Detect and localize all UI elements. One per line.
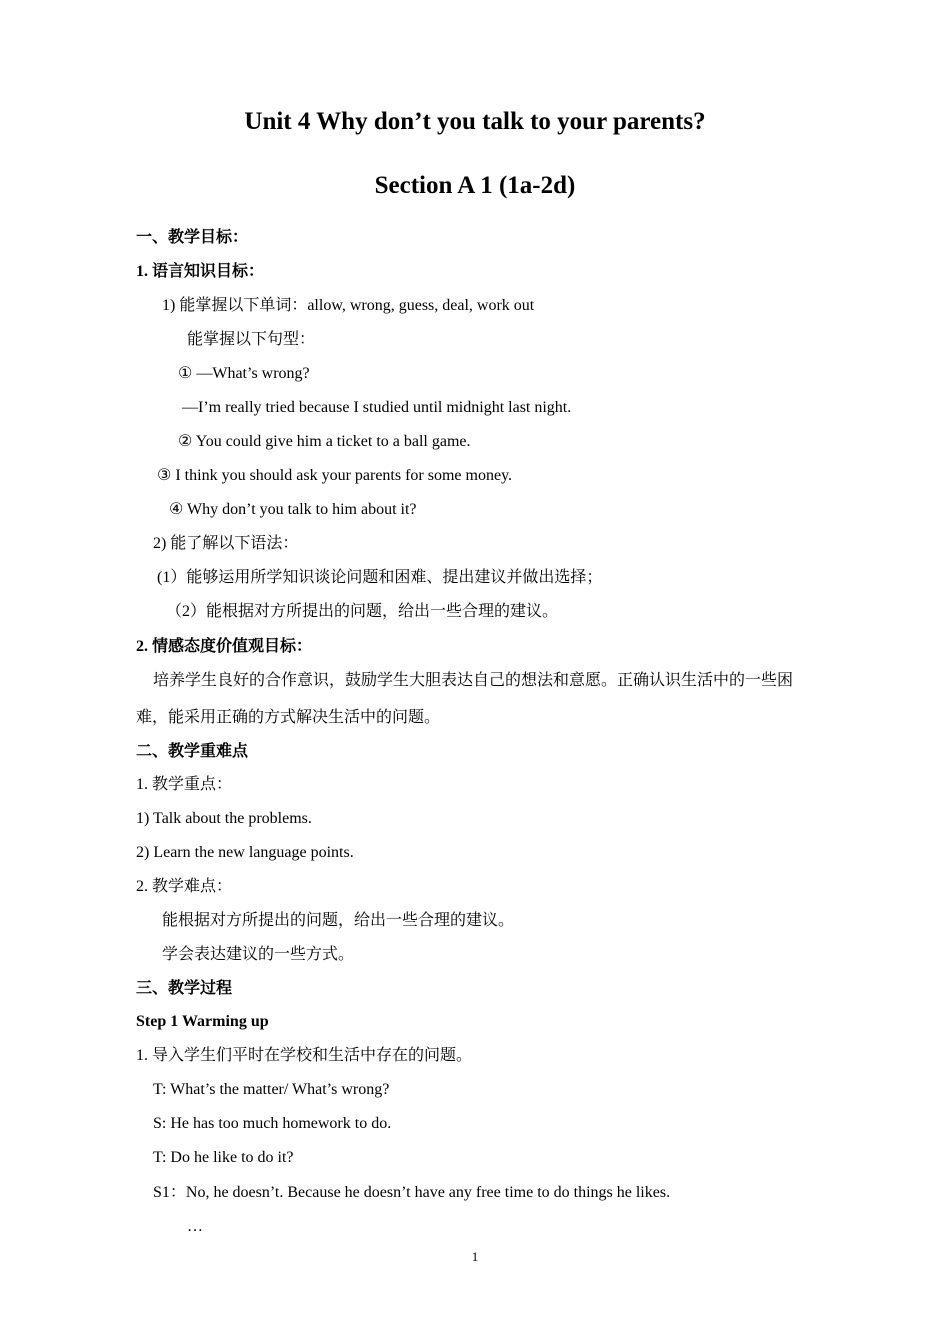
dialogue-line-4: S1：No, he doesn’t. Because he doesn’t have any free time to do things he likes. — [153, 1184, 671, 1201]
step-1-heading: Step 1 Warming up — [136, 1013, 269, 1030]
dialogue-line-2: S: He has too much homework to do. — [153, 1115, 392, 1132]
pattern-3: ③ I think you should ask your parents for some money. — [157, 467, 513, 484]
grammar-label: 2) 能了解以下语法： — [153, 535, 299, 552]
grammar-point-1: (1）能够运用所学知识谈论问题和困难、提出建议并做出选择； — [157, 569, 603, 586]
difficult-point-2: 学会表达建议的一些方式。 — [162, 946, 355, 963]
step-1-item-1: 1. 导入学生们平时在学校和生活中存在的问题。 — [136, 1047, 473, 1064]
pattern-1-answer: —I’m really tried because I studied until midnight last night. — [182, 399, 572, 416]
key-point-1: 1) Talk about the problems. — [136, 810, 312, 827]
pattern-1-question: ① —What’s wrong? — [178, 365, 310, 382]
heading-emotional-goals: 2. 情感态度价值观目标： — [136, 638, 313, 655]
grammar-point-2: （2）能根据对方所提出的问题，给出一些合理的建议。 — [166, 603, 559, 620]
emotional-goals-text-1: 培养学生良好的合作意识，鼓励学生大胆表达自己的想法和意愿。正确认识生活中的一些困 — [153, 672, 794, 689]
heading-teaching-process: 三、教学过程 — [136, 980, 233, 997]
ellipsis: … — [187, 1218, 203, 1235]
key-point-2: 2) Learn the new language points. — [136, 844, 354, 861]
heading-key-difficult-points: 二、教学重难点 — [136, 743, 249, 760]
difficult-point-1: 能根据对方所提出的问题，给出一些合理的建议。 — [162, 912, 515, 929]
pattern-2: ② You could give him a ticket to a ball game. — [178, 433, 471, 450]
pattern-4: ④ Why don’t you talk to him about it? — [169, 501, 417, 518]
dialogue-line-1: T: What’s the matter/ What’s wrong? — [153, 1081, 390, 1098]
key-points-label: 1. 教学重点： — [136, 776, 233, 793]
difficult-points-label: 2. 教学难点： — [136, 878, 233, 895]
emotional-goals-text-2: 难，能采用正确的方式解决生活中的问题。 — [136, 709, 441, 726]
sentence-patterns-label: 能掌握以下句型： — [187, 331, 316, 348]
heading-language-knowledge: 1. 语言知识目标： — [136, 263, 265, 280]
heading-teaching-objectives: 一、教学目标： — [136, 229, 249, 246]
dialogue-line-3: T: Do he like to do it? — [153, 1149, 294, 1166]
section-title: Section A 1 (1a-2d) — [374, 172, 576, 199]
vocabulary-line: 1) 能掌握以下单词：allow, wrong, guess, deal, work out — [162, 297, 535, 314]
document-title: Unit 4 Why don’t you talk to your parents? — [244, 108, 706, 135]
page-number: 1 — [471, 1249, 479, 1264]
